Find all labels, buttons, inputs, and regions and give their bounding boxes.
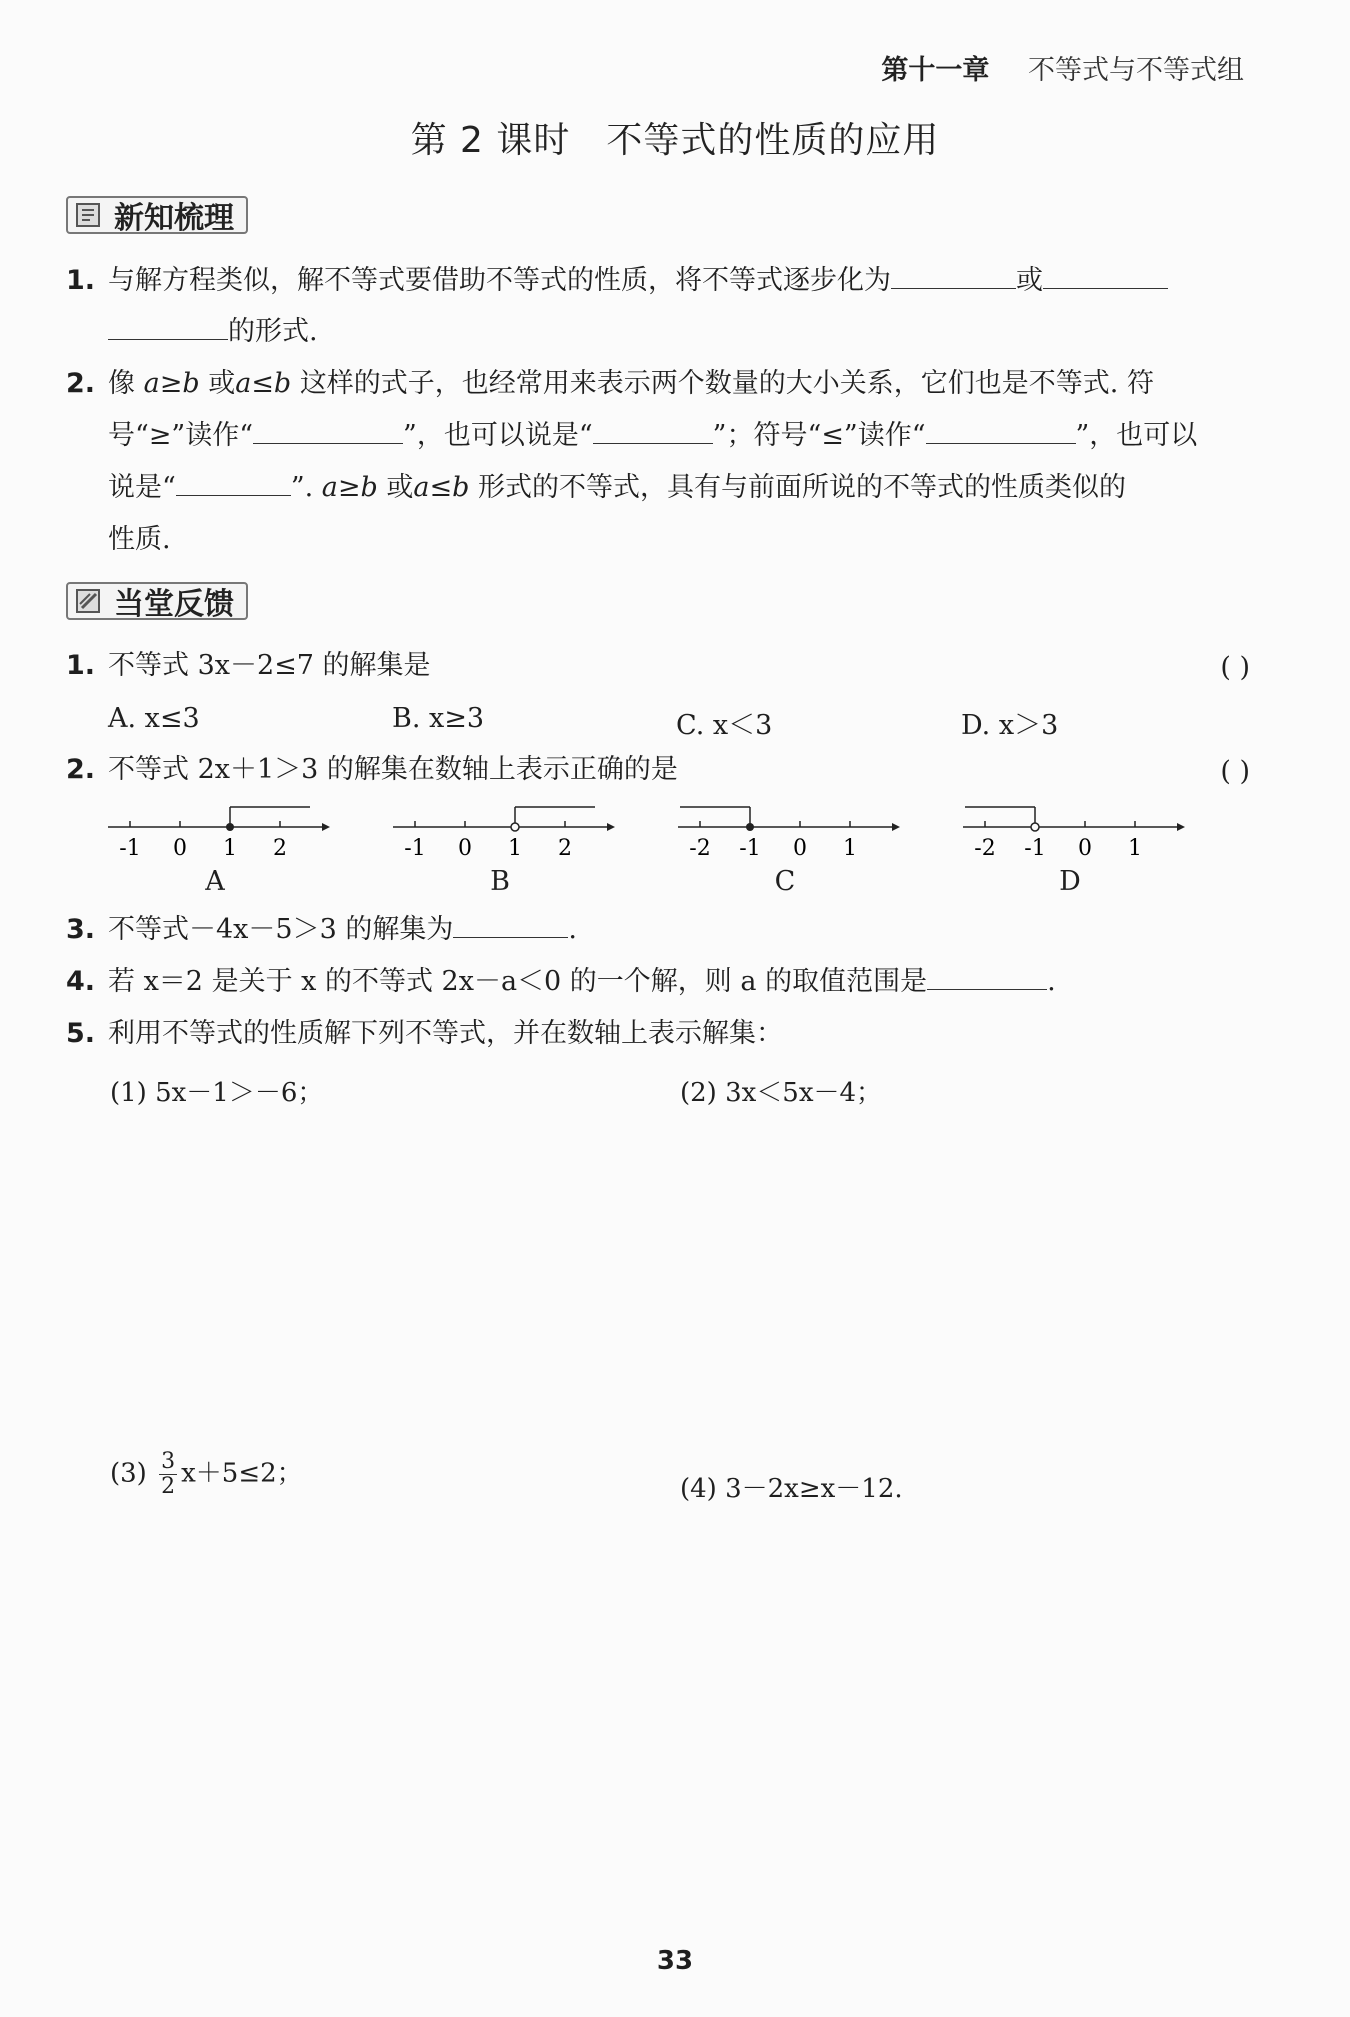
- answer-bracket[interactable]: ( ): [1220, 652, 1250, 683]
- tick-label: 1: [843, 836, 857, 861]
- tick-label: -1: [1024, 836, 1046, 861]
- feedback-question-3: 3. 不等式－4x－5＞3 的解集为 .: [66, 904, 1250, 956]
- number-line-d[interactable]: [955, 795, 1185, 865]
- tick-label: 1: [1128, 836, 1142, 861]
- feedback-question-4: 4. 若 x＝2 是关于 x 的不等式 2x－a＜0 的一个解，则 a 的取值范围是 .: [66, 956, 1250, 1008]
- tick-label: -2: [689, 836, 711, 861]
- knowledge-question-1: 1. 与解方程类似，解不等式要借助不等式的性质，将不等式逐步化为 或: [66, 255, 1250, 307]
- answer-bracket[interactable]: ( ): [1220, 756, 1250, 787]
- option-b[interactable]: B. x≥3: [392, 703, 485, 734]
- tick-label: -2: [974, 836, 996, 861]
- running-header: [881, 48, 1244, 87]
- chapter-label: 第十一章: [881, 55, 990, 86]
- answer-blank[interactable]: [176, 465, 291, 496]
- feedback-question-5: 5. 利用不等式的性质解下列不等式，并在数轴上表示解集：: [66, 1018, 783, 1049]
- knowledge-question-2: 2. 像 a≥b 或a≤b 这样的式子，也经常用来表示两个数量的大小关系，它们也是不等式. 符: [66, 368, 1154, 399]
- section-title: 新知梳理: [114, 201, 234, 236]
- pencil-icon: [74, 586, 104, 616]
- worksheet-page: 第十一章 不等式与不等式组 第 2 课时 不等式的性质的应用 新知梳理 1. 与解方程类似，解不等式要借助不等式的性质，将不等式逐步化为 或 的形式. 2. 像 a≥b 或a≤b 这样的式子，也经常用来表示两个数量的大小关系，它们也是不等式. 符 号“≥”读作“ ”，也可以说是“ ”；符号“≤”读作“ ”，也可以 说是“ ”. a≥b 或a≤b 形式的不等式，具有与前面所说的不等式的性质类似的 性质. 当堂反馈 1. 不等式 3x－2≤7 的解集是 ( ) A. x≤3 B. x≥3 C. x＜3 D. x＞3 2. 不等式 2x＋1＞3 的解集在数轴上表示正确的是 ( ) -1 0 1 2 A -1 0 1 2 B -2 -1 0 1 C -2 -1 0 1 D 3. 不等式－4x－5＞3 的解集为 . 4. 若 x＝2 是关于 x 的不等式 2x－a＜0 的一个解，则 a 的取值范围是 . 5. 利用不等式的性质解下列不等式，并在数轴上表示解集： (1) 5x－1＞－6； (2) 3x＜5x－4； (3) $\frac{3}{2}$ x＋5≤2； (4) 3－2x≥x－12. 33: [0, 0, 1350, 2017]
- option-label-c: C: [774, 866, 796, 897]
- section-title: 当堂反馈: [114, 587, 234, 622]
- tick-label: -1: [119, 836, 141, 861]
- subproblem-3: (3) $\frac{3}{2}$ x＋5≤2；: [110, 1449, 303, 1499]
- answer-blank[interactable]: [453, 907, 568, 938]
- option-label-a: A: [205, 866, 225, 897]
- option-d[interactable]: D. x＞3: [961, 710, 1059, 741]
- lesson-title: [0, 112, 1350, 163]
- option-label-d: D: [1059, 866, 1081, 897]
- tick-label: 0: [793, 836, 807, 861]
- section-header-knowledge: [66, 196, 248, 234]
- lesson-name: 不等式的性质的应用: [606, 120, 940, 161]
- tick-label: 0: [173, 836, 187, 861]
- answer-blank[interactable]: [926, 413, 1076, 444]
- fraction: $\frac{3}{2}$: [161, 1449, 176, 1499]
- number-line-a[interactable]: [100, 795, 330, 865]
- tick-label: 2: [273, 836, 287, 861]
- tick-label: 0: [1078, 836, 1092, 861]
- feedback-question-2: 2. 不等式 2x＋1＞3 的解集在数轴上表示正确的是: [66, 754, 678, 785]
- subproblem-2: (2) 3x＜5x－4；: [680, 1078, 883, 1108]
- subproblem-4: (4) 3－2x≥x－12.: [680, 1474, 903, 1504]
- tick-label: 1: [223, 836, 237, 861]
- option-label-b: B: [490, 866, 510, 897]
- number-line-b[interactable]: [385, 795, 615, 865]
- tick-label: 2: [558, 836, 572, 861]
- answer-blank[interactable]: [1043, 258, 1168, 289]
- lesson-number: 第 2 课时: [410, 120, 571, 161]
- answer-blank[interactable]: [253, 413, 403, 444]
- tick-label: -1: [404, 836, 426, 861]
- answer-blank[interactable]: [927, 959, 1047, 990]
- tick-label: -1: [739, 836, 761, 861]
- subproblem-1: (1) 5x－1＞－6；: [110, 1078, 324, 1108]
- page-number: 33: [656, 1946, 694, 1976]
- section-header-feedback: [66, 582, 248, 620]
- book-icon: [74, 200, 104, 230]
- answer-blank[interactable]: [593, 413, 713, 444]
- chapter-topic: 不等式与不等式组: [1028, 55, 1244, 86]
- number-line-c[interactable]: [670, 795, 900, 865]
- option-c[interactable]: C. x＜3: [676, 710, 773, 741]
- tick-label: 0: [458, 836, 472, 861]
- feedback-question-1: 1. 不等式 3x－2≤7 的解集是: [66, 650, 431, 681]
- answer-blank[interactable]: [891, 258, 1016, 289]
- tick-label: 1: [508, 836, 522, 861]
- answer-blank[interactable]: [108, 309, 228, 340]
- option-a[interactable]: A. x≤3: [108, 703, 200, 734]
